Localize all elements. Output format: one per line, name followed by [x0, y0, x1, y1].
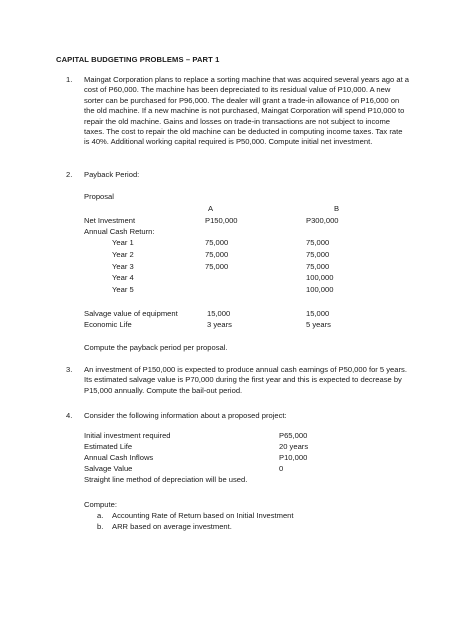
problem-3-line: Its estimated salvage value is P70,000 during the first year and this is expected to decrease by — [84, 375, 402, 385]
economic-life-a: 3 years — [207, 320, 232, 329]
salvage-a: 15,000 — [207, 309, 231, 318]
salvage-b: 15,000 — [306, 309, 330, 318]
problem-1-line: sorter can be purchased for P96,000. The dealer will grant a trade-in allowance of P16,000 on — [84, 95, 400, 105]
proposal-label: Proposal — [84, 192, 114, 201]
year-value-b: 75,000 — [306, 262, 330, 271]
info-label: Salvage Value — [84, 464, 133, 473]
problem-1-text — [84, 75, 424, 148]
info-value: P65,000 — [279, 431, 308, 440]
salvage-label: Salvage value of equipment — [84, 309, 178, 318]
net-investment-b: P300,000 — [306, 216, 339, 225]
info-value: 0 — [279, 464, 284, 473]
problem-4-number: 4. — [66, 411, 73, 420]
info-label: Initial investment required — [84, 431, 171, 440]
problem-2-heading: Payback Period: — [84, 170, 140, 179]
problem-1-line: taxes. The cost to repair the old machine can be deducted in computing income taxes. Tax rate — [84, 127, 403, 137]
year-label: Year 5 — [112, 285, 134, 294]
column-a-header: A — [208, 204, 214, 213]
annual-cash-return-label: Annual Cash Return: — [84, 227, 155, 236]
year-value-b: 100,000 — [306, 273, 334, 282]
problem-3-number: 3. — [66, 365, 73, 374]
net-investment-label: Net Investment — [84, 216, 136, 225]
task-letter: a. — [97, 511, 104, 520]
problem-1-line: is 40%. Additional working capital required is P50,000. Compute initial net investment. — [84, 137, 373, 147]
problem-1-number: 1. — [66, 75, 73, 84]
year-label: Year 1 — [112, 238, 134, 247]
year-value-b: 100,000 — [306, 285, 334, 294]
year-label: Year 2 — [112, 250, 134, 259]
task-text: Accounting Rate of Return based on Initial Investment — [112, 511, 294, 520]
info-value: P10,000 — [279, 453, 308, 462]
year-value-b: 75,000 — [306, 250, 330, 259]
problem-3-text — [84, 365, 424, 396]
depreciation-method: Straight line method of depreciation will be used. — [84, 475, 248, 484]
info-label: Estimated Life — [84, 442, 133, 451]
problem-2-instruction: Compute the payback period per proposal. — [84, 343, 228, 352]
problem-1-line: repair the old machine. Gains and losses on trade-in transactions are not subject to income — [84, 116, 391, 126]
year-label: Year 4 — [112, 273, 134, 282]
compute-label: Compute: — [84, 500, 117, 509]
problem-1-line: cost of P60,000. The machine has been depreciated to its residual value of P10,000. A new — [84, 85, 391, 95]
problem-3-line: P15,000 annually. Compute the bail-out period. — [84, 385, 243, 395]
problem-2-number: 2. — [66, 170, 73, 179]
problem-3-line: An investment of P150,000 is expected to produce annual cash earnings of P50,000 for 5 years. — [84, 365, 407, 374]
year-value-a: 75,000 — [205, 262, 229, 271]
problem-1-line: the old machine. If a new machine is not purchased, Maingat Corporation will spend P10,000 to — [84, 106, 405, 116]
task-text: ARR based on average investment. — [112, 522, 232, 531]
year-value-a: 75,000 — [205, 238, 229, 247]
economic-life-b: 5 years — [306, 320, 331, 329]
problem-1-line: Maingat Corporation plans to replace a sorting machine that was acquired several years ago at a — [84, 75, 410, 84]
info-label: Annual Cash Inflows — [84, 453, 154, 462]
net-investment-a: P150,000 — [205, 216, 238, 225]
economic-life-label: Economic Life — [84, 320, 132, 329]
column-b-header: B — [334, 204, 340, 213]
document-title: CAPITAL BUDGETING PROBLEMS – PART 1 — [56, 55, 220, 64]
year-value-a: 75,000 — [205, 250, 229, 259]
problem-4-heading: Consider the following information about a proposed project: — [84, 411, 287, 420]
info-value: 20 years — [279, 442, 309, 451]
year-value-b: 75,000 — [306, 238, 330, 247]
year-label: Year 3 — [112, 262, 134, 271]
task-letter: b. — [97, 522, 104, 531]
